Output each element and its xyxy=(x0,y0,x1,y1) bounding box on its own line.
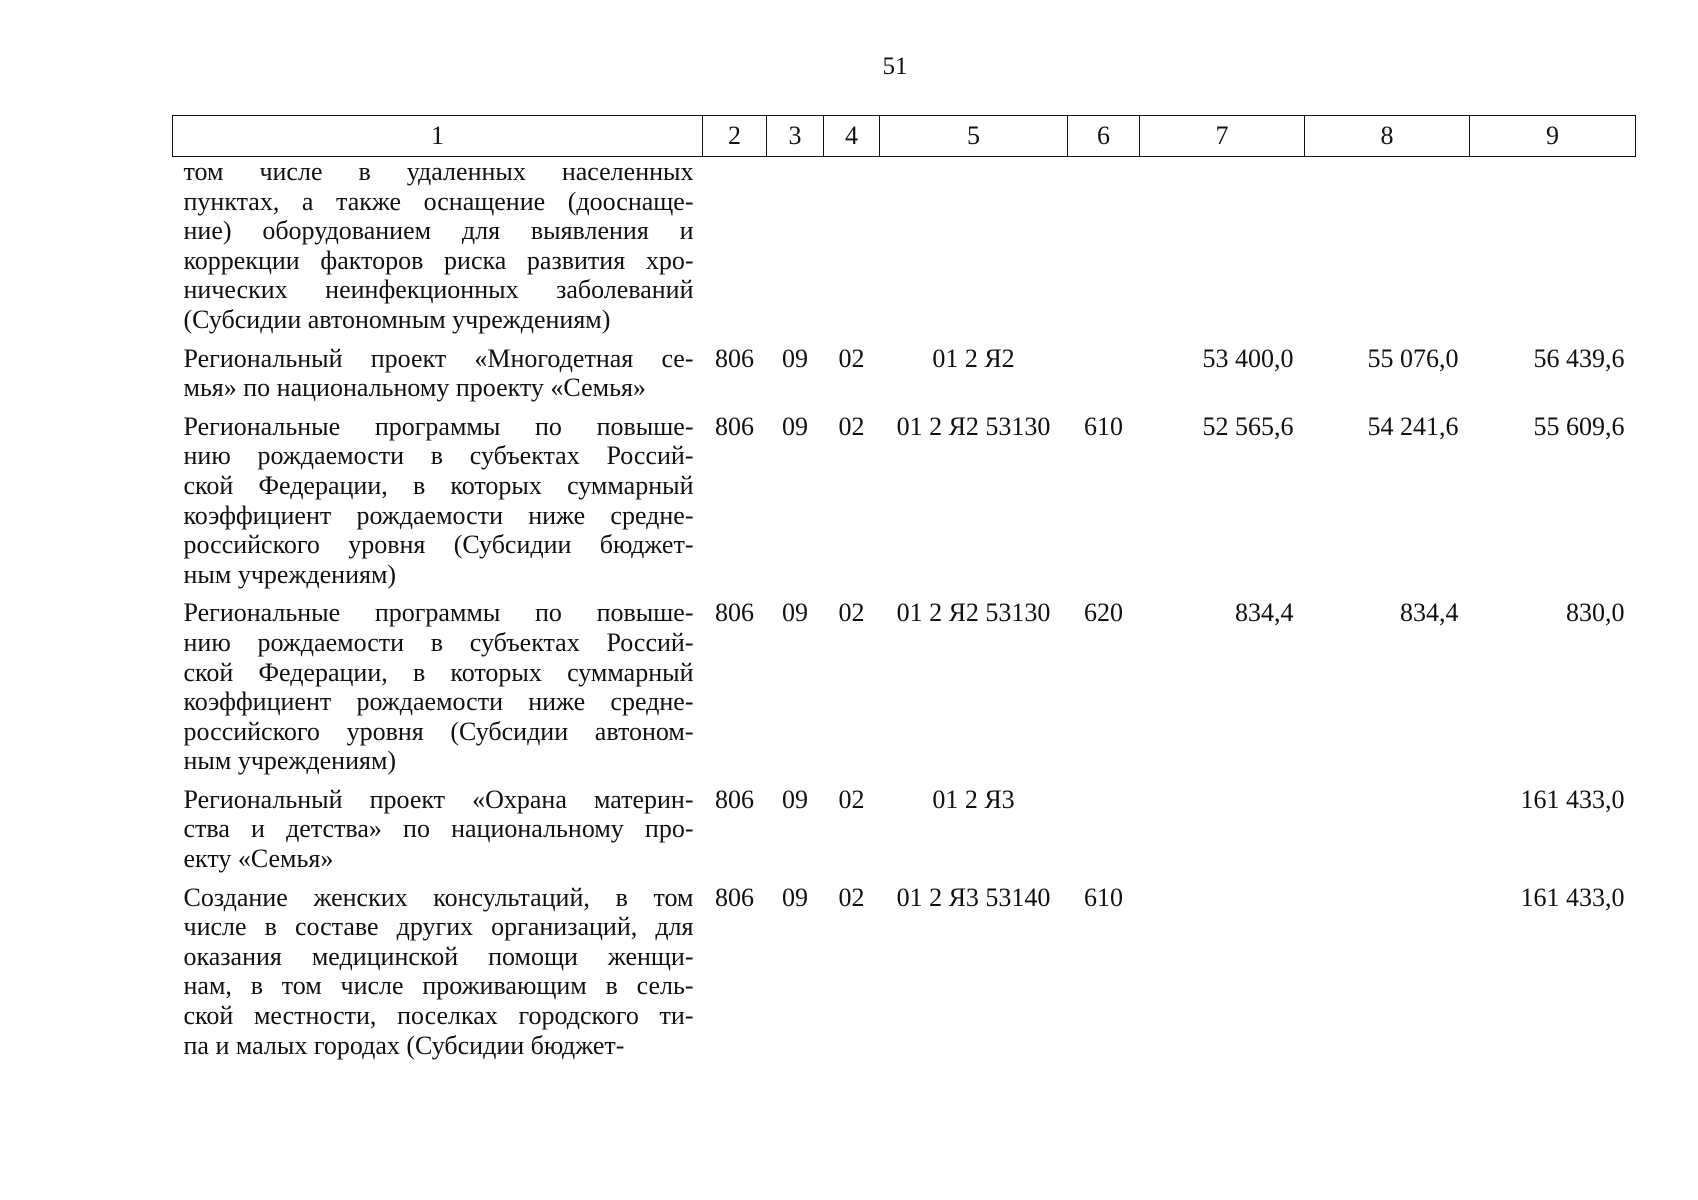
description-line: числе в составе других организаций, для xyxy=(183,912,694,942)
cell-col-6 xyxy=(1068,785,1140,883)
column-header: 5 xyxy=(880,116,1068,157)
table-row xyxy=(173,785,1636,883)
table-row xyxy=(173,344,1636,412)
cell-col-3: 09 xyxy=(782,882,808,912)
description-line: (Субсидии автономным учреждениям) xyxy=(183,304,611,334)
description-line: ние) оборудованием для выявления и xyxy=(183,216,694,246)
cell-col-8: 54 241,6 xyxy=(1367,411,1459,441)
cell-col-3: 09 xyxy=(782,784,808,814)
description-line: Региональные программы по повыше- xyxy=(183,411,694,441)
cell-col-4: 02 xyxy=(838,882,865,912)
cell-col-9 xyxy=(1470,157,1636,344)
description-line: Региональные программы по повыше- xyxy=(183,598,694,628)
cell-col-4: 02 xyxy=(838,411,865,441)
cell-col-3: 09 xyxy=(782,598,808,628)
cell-col-3: 09 xyxy=(782,411,808,441)
cell-col-2: 806 xyxy=(715,882,754,912)
cell-col-7 xyxy=(1140,785,1305,883)
cell-col-9: 161 433,0 xyxy=(1520,784,1625,814)
cell-col-7: 52 565,6 xyxy=(1202,411,1294,441)
description-line: коэффициент рождаемости ниже средне- xyxy=(183,500,694,530)
column-header: 4 xyxy=(824,116,880,157)
cell-col-2: 806 xyxy=(715,598,754,628)
cell-col-3 xyxy=(767,157,824,344)
description-line: оказания медицинской помощи женщи- xyxy=(183,941,694,971)
description-line: ным учреждениям) xyxy=(183,559,397,589)
description-line: том числе в удаленных населенных xyxy=(183,157,694,186)
cell-col-6: 610 xyxy=(1084,411,1123,441)
table-row xyxy=(173,157,1636,344)
cell-col-9: 55 609,6 xyxy=(1533,411,1625,441)
cell-col-5: 01 2 Я3 53140 xyxy=(896,882,1051,912)
cell-col-8: 55 076,0 xyxy=(1367,343,1459,373)
row-description xyxy=(173,785,703,883)
column-header: 3 xyxy=(767,116,824,157)
cell-col-6: 620 xyxy=(1084,598,1123,628)
column-header: 8 xyxy=(1305,116,1470,157)
cell-col-4 xyxy=(824,157,880,344)
cell-col-7 xyxy=(1140,157,1305,344)
cell-col-2: 806 xyxy=(715,411,754,441)
description-line: екту «Семья» xyxy=(183,844,334,874)
description-line: нию рождаемости в субъектах Россий- xyxy=(183,441,694,471)
description-line: нию рождаемости в субъектах Россий- xyxy=(183,627,694,657)
description-line: коррекции факторов риска развития хро- xyxy=(183,245,694,275)
column-header: 6 xyxy=(1068,116,1140,157)
cell-col-7: 53 400,0 xyxy=(1202,343,1294,373)
cell-col-5: 01 2 Я2 53130 xyxy=(896,411,1051,441)
budget-table xyxy=(172,115,1636,1069)
cell-col-6 xyxy=(1068,157,1140,344)
row-description xyxy=(173,157,703,344)
description-line: Создание женских консультаций, в том xyxy=(183,882,694,912)
page-number: 51 xyxy=(882,53,908,80)
cell-col-5: 01 2 Я2 xyxy=(932,343,1015,373)
cell-col-8: 834,4 xyxy=(1400,598,1459,628)
column-header: 2 xyxy=(703,116,767,157)
cell-col-8 xyxy=(1305,883,1470,1070)
cell-col-9: 830,0 xyxy=(1566,598,1625,628)
column-header: 1 xyxy=(173,116,703,157)
cell-col-7: 834,4 xyxy=(1235,598,1294,628)
cell-col-5 xyxy=(880,157,1068,344)
cell-col-6 xyxy=(1068,344,1140,412)
cell-col-4: 02 xyxy=(838,598,865,628)
table-header-row xyxy=(173,116,1636,157)
description-line: ской Федерации, в которых суммарный xyxy=(183,470,694,500)
cell-col-8 xyxy=(1305,785,1470,883)
cell-col-4: 02 xyxy=(838,343,865,373)
description-line: нических неинфекционных заболеваний xyxy=(183,275,694,305)
row-description xyxy=(173,598,703,785)
cell-col-4: 02 xyxy=(838,784,865,814)
cell-col-2 xyxy=(703,157,767,344)
column-header: 7 xyxy=(1140,116,1305,157)
description-line: ской местности, поселках городского ти- xyxy=(183,1001,694,1031)
description-line: ской Федерации, в которых суммарный xyxy=(183,657,694,687)
description-line: па и малых городах (Субсидии бюджет- xyxy=(183,1030,625,1060)
description-line: мья» по национальному проекту «Семья» xyxy=(183,373,646,403)
description-line: российского уровня (Субсидии автоном- xyxy=(183,716,694,746)
description-line: пунктах, а также оснащение (дооснаще- xyxy=(183,186,694,216)
cell-col-3: 09 xyxy=(782,343,808,373)
cell-col-2: 806 xyxy=(715,343,754,373)
row-description xyxy=(173,344,703,412)
description-line: Региональный проект «Охрана материн- xyxy=(183,784,694,814)
cell-col-6: 610 xyxy=(1084,882,1123,912)
table-row xyxy=(173,598,1636,785)
description-line: нам, в том числе проживающим в сель- xyxy=(183,971,694,1001)
table-row xyxy=(173,412,1636,599)
cell-col-8 xyxy=(1305,157,1470,344)
description-line: коэффициент рождаемости ниже средне- xyxy=(183,687,694,717)
description-line: ства и детства» по национальному про- xyxy=(183,814,694,844)
cell-col-7 xyxy=(1140,883,1305,1070)
row-description xyxy=(173,412,703,599)
table-row xyxy=(173,883,1636,1070)
cell-col-5: 01 2 Я2 53130 xyxy=(896,598,1051,628)
cell-col-9: 161 433,0 xyxy=(1520,882,1625,912)
cell-col-2: 806 xyxy=(715,784,754,814)
description-line: ным учреждениям) xyxy=(183,746,397,776)
cell-col-5: 01 2 Я3 xyxy=(932,784,1015,814)
cell-col-9: 56 439,6 xyxy=(1533,343,1625,373)
row-description xyxy=(173,883,703,1070)
description-line: Региональный проект «Многодетная се- xyxy=(183,343,694,373)
column-header: 9 xyxy=(1470,116,1636,157)
description-line: российского уровня (Субсидии бюджет- xyxy=(183,530,694,560)
